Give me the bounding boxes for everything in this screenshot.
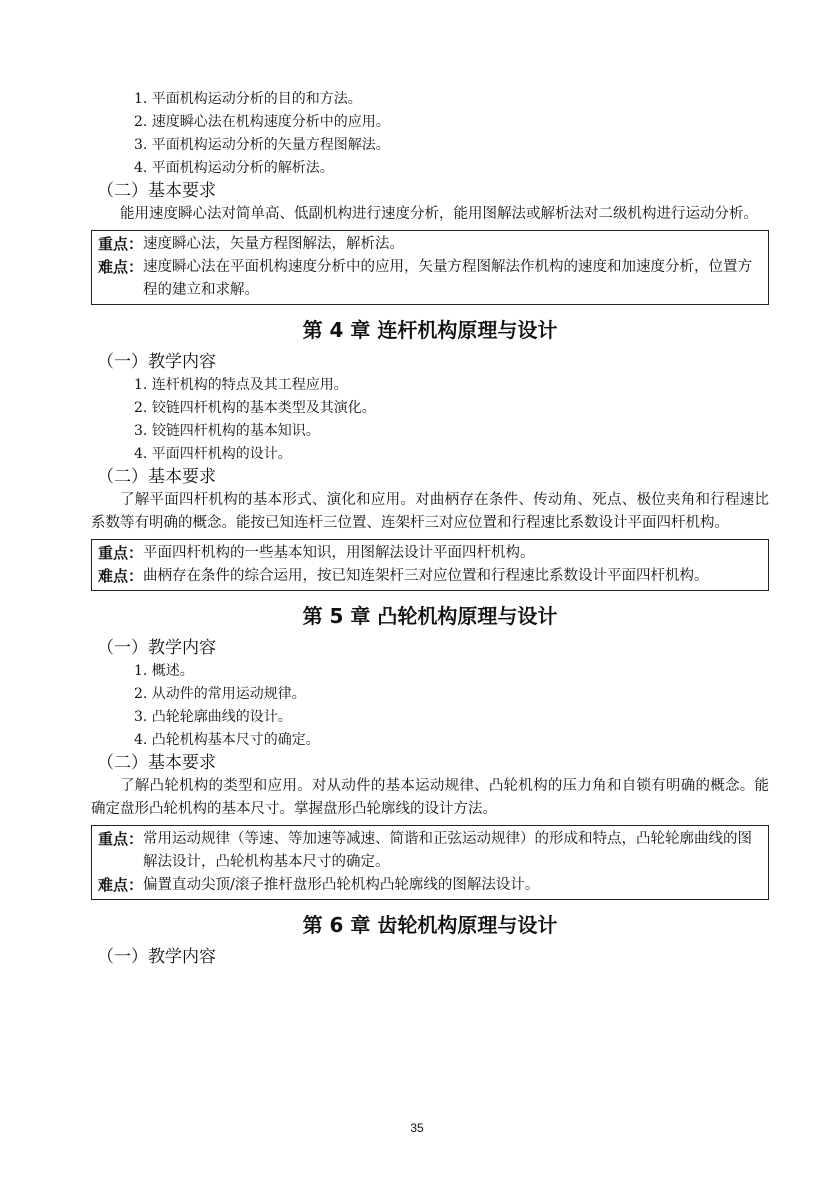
chapter-title: 第 6 章 齿轮机构原理与设计 <box>302 913 558 937</box>
list-item: 1. 平面机构运动分析的目的和方法。 <box>134 91 362 107</box>
difficulty-text: 曲柄存在条件的综合运用，按已知连架杆三对应位置和行程速比系数设计平面四杆机构。 <box>143 568 709 584</box>
list-item: 3. 凸轮轮廓曲线的设计。 <box>134 709 292 725</box>
difficulty-text: 速度瞬心法在平面机构速度分析中的应用，矢量方程图解法作机构的速度和加速度分析，位置方程的建立和求解。 <box>143 259 753 298</box>
key-row <box>98 828 762 874</box>
section-heading: （二）基本要求 <box>97 467 216 487</box>
list-item: 4. 凸轮机构基本尺寸的确定。 <box>134 732 320 748</box>
list-item: 4. 平面四杆机构的设计。 <box>134 446 292 462</box>
list-item: 2. 从动件的常用运动规律。 <box>134 686 306 702</box>
list-item: 3. 平面机构运动分析的矢量方程图解法。 <box>134 137 390 153</box>
paragraph: 了解凸轮机构的类型和应用。对从动件的基本运动规律、凸轮机构的压力角和自锁有明确的概念。能确定盘形凸轮机构的基本尺寸。掌握盘形凸轮廓线的设计方法。 <box>91 778 769 817</box>
list-item: 4. 平面机构运动分析的解析法。 <box>134 160 334 176</box>
difficulty-row <box>98 565 762 588</box>
key-label: 重点： <box>98 544 144 562</box>
key-points-box <box>91 230 769 305</box>
key-row <box>98 542 762 565</box>
difficulty-label: 难点： <box>98 567 144 585</box>
paragraph: 了解平面四杆机构的基本形式、演化和应用。对曲柄存在条件、传动角、死点、极位夹角和行程速比系数等有明确的概念。能按已知连杆三位置、连架杆三对应位置和行程速比系数设计平面四杆机构。 <box>91 492 769 531</box>
difficulty-label: 难点： <box>98 876 144 894</box>
key-points-box <box>91 539 769 591</box>
section-heading: （二）基本要求 <box>97 753 216 773</box>
chapter-title: 第 5 章 凸轮机构原理与设计 <box>302 604 558 628</box>
key-text: 速度瞬心法，矢量方程图解法，解析法。 <box>143 236 405 252</box>
key-points-box <box>91 825 769 900</box>
list-item: 1. 连杆机构的特点及其工程应用。 <box>134 377 348 393</box>
section-heading: （一）教学内容 <box>97 352 216 372</box>
ch5-list <box>91 660 769 752</box>
difficulty-label: 难点： <box>98 258 144 276</box>
page-number: 35 <box>410 1121 424 1135</box>
list-item: 2. 铰链四杆机构的基本类型及其演化。 <box>134 400 376 416</box>
intro-list <box>91 88 769 180</box>
paragraph: 能用速度瞬心法对简单高、低副机构进行速度分析，能用图解法或解析法对二级机构进行运动分析。 <box>120 206 758 222</box>
key-row <box>98 233 762 256</box>
section-heading: （一）教学内容 <box>97 947 216 967</box>
difficulty-row <box>98 874 762 897</box>
key-text: 平面四杆机构的一些基本知识，用图解法设计平面四杆机构。 <box>143 545 535 561</box>
list-item: 3. 铰链四杆机构的基本知识。 <box>134 423 320 439</box>
difficulty-row <box>98 256 762 302</box>
section-heading: （二）基本要求 <box>97 181 216 201</box>
chapter-title: 第 4 章 连杆机构原理与设计 <box>302 318 558 342</box>
page-content <box>91 88 769 969</box>
section-heading: （一）教学内容 <box>97 638 216 658</box>
key-label: 重点： <box>98 235 144 253</box>
list-item: 2. 速度瞬心法在机构速度分析中的应用。 <box>134 114 390 130</box>
difficulty-text: 偏置直动尖顶/滚子推杆盘形凸轮机构凸轮廓线的图解法设计。 <box>143 877 540 893</box>
key-label: 重点： <box>98 830 144 848</box>
list-item: 1. 概述。 <box>134 663 194 679</box>
ch4-list <box>91 374 769 466</box>
key-text: 常用运动规律（等速、等加速等减速、简谐和正弦运动规律）的形成和特点，凸轮轮廓曲线的图解法设计，凸轮机构基本尺寸的确定。 <box>143 831 753 870</box>
